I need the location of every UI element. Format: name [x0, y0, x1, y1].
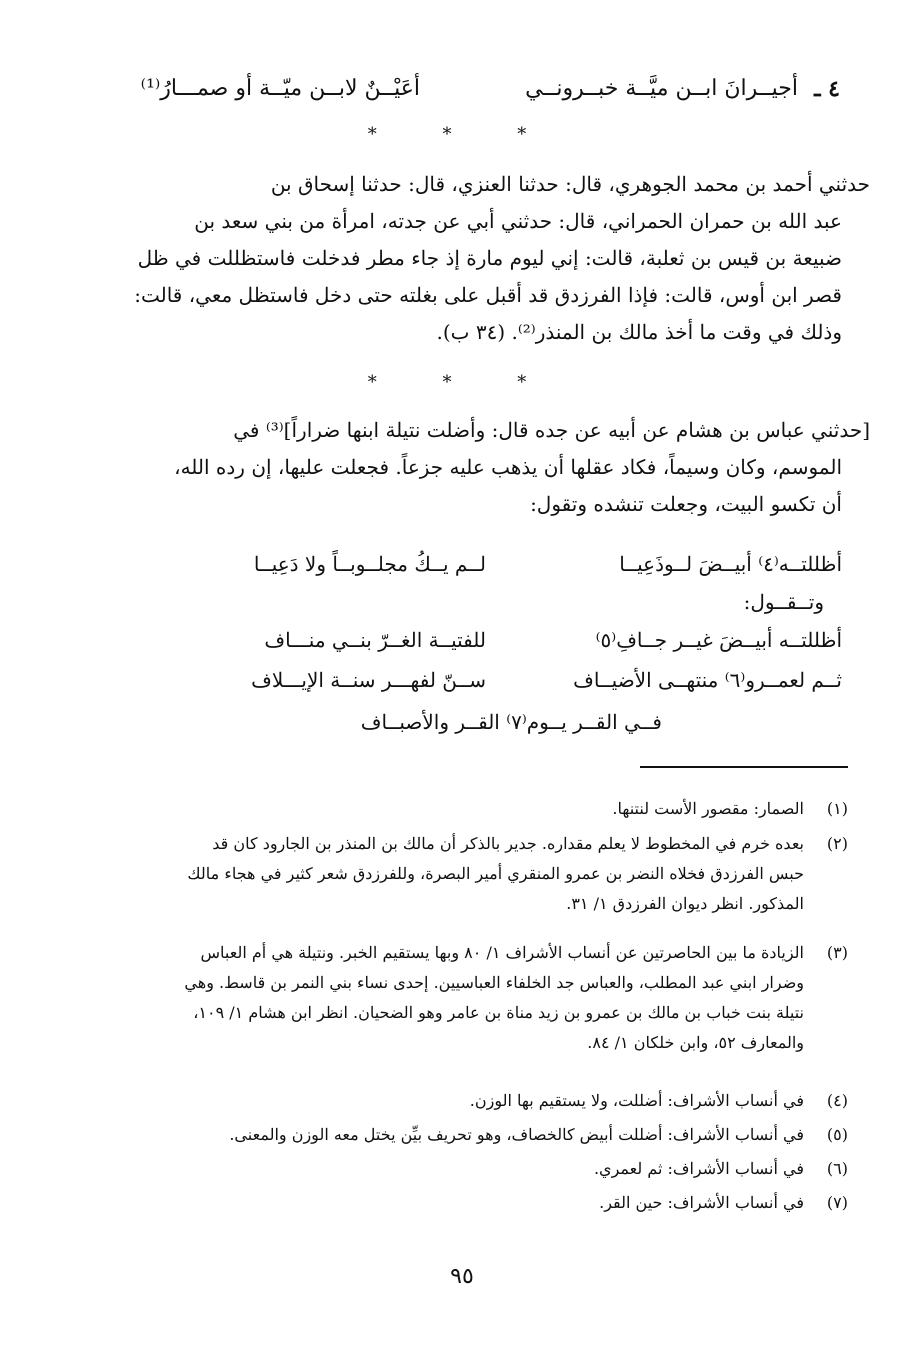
footnote-line: وضرار ابني عبد المطلب، والعباس جد الخلفاء العباسيين. إحدى نساء بني النمر بن قاسط. وهي	[184, 973, 804, 992]
footnote-number: (٣)	[826, 943, 848, 962]
poem	[122, 552, 842, 752]
footnote-number: (١)	[826, 799, 848, 818]
footnote-6	[68, 1156, 848, 1182]
footnote-line: الزيادة ما بين الحاصرتين عن أنساب الأشراف ١/ ٨٠ وبها يستقيم الخبر. ونتيلة هي أم العباس	[200, 943, 804, 962]
paragraph-line: [حدثني عباس بن هشام عن أبيه عن جده قال: وأضلت نتيلة ابنها ضراراً]⁽³⁾ في	[233, 418, 870, 442]
verse-line	[90, 72, 840, 116]
paragraph-line: أن تكسو البيت، وجعلت تنشده وتقول:	[530, 492, 842, 516]
paragraph-line: الموسم، وكان وسيماً، فكاد عقلها أن يذهب عليه جزعاً. فجعلت عليها، إن رده الله،	[174, 455, 842, 479]
footnote-number: (٢)	[826, 834, 848, 853]
footnote-number: (٧)	[826, 1193, 848, 1212]
poem-hemistich-left: ســنّ لفهـــر سنــة الإيـــلاف	[251, 668, 486, 692]
poem-interjection: وتــقــول:	[743, 590, 824, 614]
paragraph-line: وذلك في وقت ما أخذ مالك بن المنذر⁽²⁾. (٣٤ ب).	[436, 320, 842, 344]
footnote-line: الصمار: مقصور الأست لنتنها.	[612, 799, 804, 818]
footnote-line: في أنساب الأشراف: أضللت، ولا يستقيم بها الوزن.	[469, 1091, 804, 1110]
page-number: ٩٥	[450, 1264, 474, 1289]
poem-hemistich-right: أظللتــه أبيــضَ غيــر جــافِ⁽٥⁾	[595, 628, 842, 652]
footnote-4	[68, 1088, 848, 1114]
footnote-line: والمعارف ٥٢، وابن خلكان ١/ ٨٤.	[587, 1033, 804, 1052]
footnote-line: في أنساب الأشراف: حين القر.	[599, 1193, 804, 1212]
paragraph-line: قصر ابن أوس، قالت: فإذا الفرزدق قد أقبل على بغلته حتى دخل فاستظل معي، قالت:	[134, 283, 842, 307]
verse-hemistich-second: أعَيْــنٌ لابــن ميّــة أو صمـــارُ⁽¹⁾	[140, 76, 420, 101]
poem-hemistich-right: ثــم لعمــرو⁽٦⁾ منتهــى الأضيــاف	[573, 668, 842, 692]
verse-hemistich-first: أجيــرانَ ابــن ميَّــة خبــرونــي	[525, 76, 798, 101]
footnote-2	[68, 831, 848, 921]
poem-hemistich-right: أظللتــه⁽٤⁾ أبيــضَ لــوذَعِيــا	[619, 552, 842, 576]
paragraph-line: حدثني أحمد بن محمد الجوهري، قال: حدثنا العنزي، قال: حدثنا إسحاق بن	[270, 172, 870, 196]
section-separator: * * *	[367, 124, 557, 145]
paragraph-line: عبد الله بن حمران الحمراني، قال: حدثني أبي عن جدته، امرأة من بني سعد بن	[194, 209, 842, 233]
footnote-number: (٤)	[826, 1091, 848, 1110]
footnote-line: نتيلة بنت خباب بن مالك بن عمرو بن زيد مناة بن عامر وهو الضحيان. انظر ابن هشام ١/ ١٠٩،	[193, 1003, 804, 1022]
poem-hemistich-left: للفتيــة الغــرّ بنــي منـــاف	[264, 628, 486, 652]
footnote-5	[68, 1122, 848, 1148]
footnote-line: في أنساب الأشراف: ثم لعمري.	[593, 1159, 804, 1178]
footnote-divider	[640, 766, 848, 768]
poem-closing-line: فــي القــر يــوم⁽٧⁾ القــر والأصبــاف	[360, 710, 662, 734]
verse-number: ٤ ـ	[814, 76, 840, 102]
footnote-line: حبس الفرزدق فخلاه النضر بن عمرو المنقري أمير البصرة، وللفرزدق شعر كثير في هجاء مالك	[187, 864, 804, 883]
footnote-1	[68, 796, 848, 822]
footnote-7	[68, 1190, 848, 1216]
footnote-number: (٦)	[826, 1159, 848, 1178]
paragraph-1	[82, 168, 870, 368]
footnote-line: بعده خرم في المخطوط لا يعلم مقداره. جدير بالذكر أن مالك بن المنذر بن الجارود كان قد	[212, 834, 804, 853]
paragraph-line: ضبيعة بن قيس بن ثعلبة، قالت: إني ليوم مارة إذ جاء مطر فدخلت فاستظللت في ظل	[137, 246, 842, 270]
poem-hemistich-left: لــم يــكُ مجلــوبــاً ولا دَعِيــا	[253, 552, 486, 576]
footnote-3	[68, 940, 848, 1060]
footnote-line: في أنساب الأشراف: أضللت أبيض كالخصاف، وهو تحريف بيِّن يختل معه الوزن والمعنى.	[229, 1125, 804, 1144]
footnote-line: المذكور. انظر ديوان الفرزدق ١/ ٣١.	[566, 894, 804, 913]
footnote-number: (٥)	[826, 1125, 848, 1144]
section-separator: * * *	[367, 372, 557, 393]
paragraph-2	[82, 414, 870, 534]
